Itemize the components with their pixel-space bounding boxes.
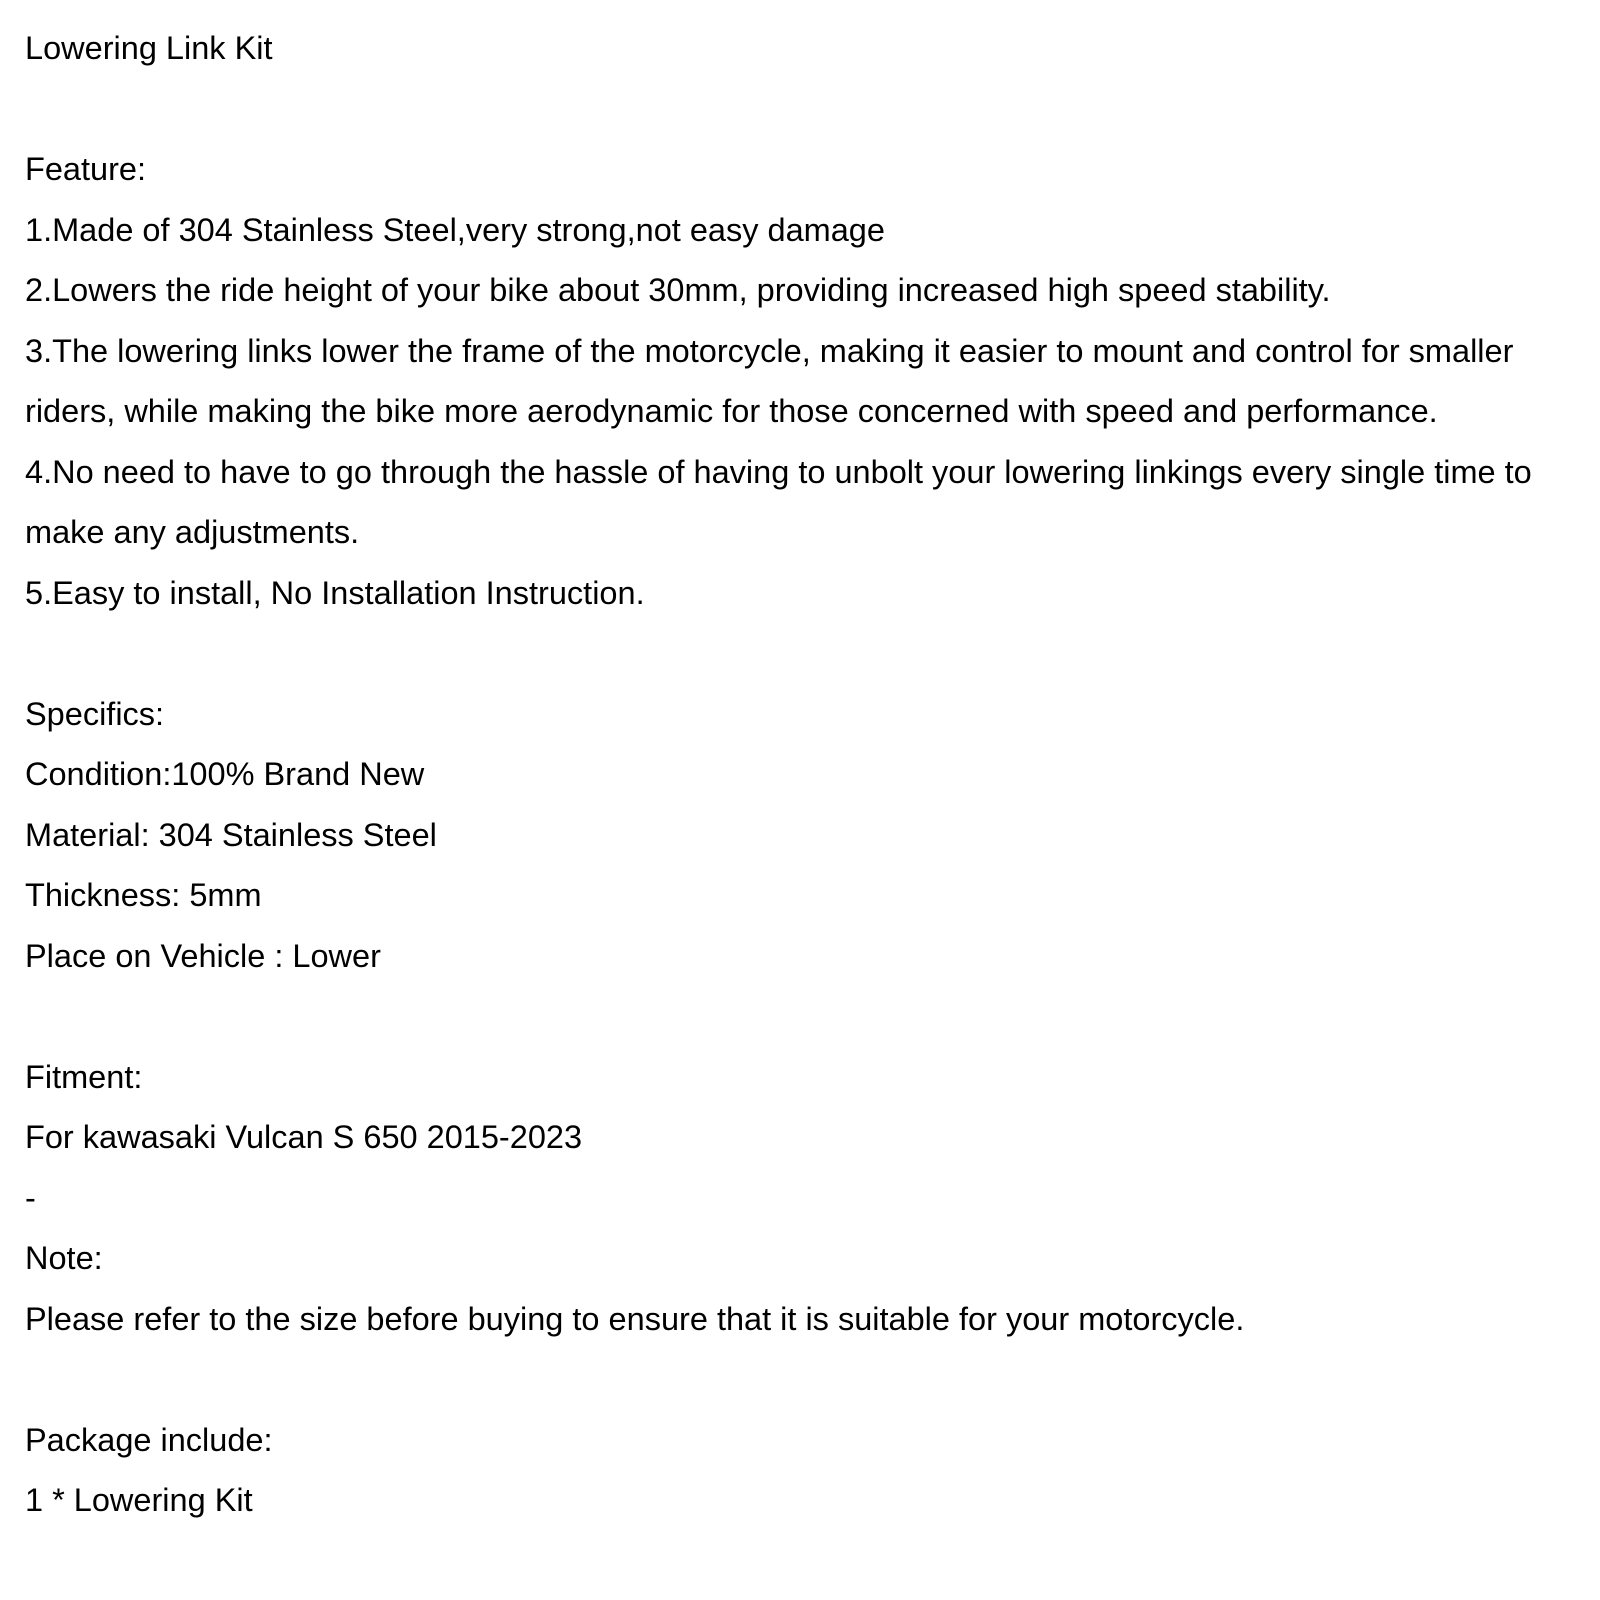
document-title: Lowering Link Kit — [25, 30, 273, 66]
specifics-condition: Condition:100% Brand New — [25, 756, 425, 792]
fitment-vehicle: For kawasaki Vulcan S 650 2015-2023 — [25, 1119, 583, 1155]
fitment-separator: - — [25, 1179, 36, 1216]
spacer — [25, 986, 1593, 1047]
package-item-1: 1 * Lowering Kit — [25, 1482, 253, 1518]
feature-item-1: 1.Made of 304 Stainless Steel,very strong,not easy damage — [25, 211, 885, 248]
spacer — [25, 623, 1593, 684]
feature-item-2: 2.Lowers the ride height of your bike about 30mm, providing increased high speed stability. — [25, 272, 1331, 308]
spacer — [25, 1349, 1593, 1410]
feature-item-4: 4.No need to have to go through the hassle of having to unbolt your lowering linkings every single time to make any adjustments. — [25, 453, 1532, 550]
fitment-heading: Fitment: — [25, 1058, 143, 1095]
specifics-material: Material: 304 Stainless Steel — [25, 816, 437, 853]
specifics-thickness: Thickness: 5mm — [25, 877, 262, 913]
product-description — [25, 18, 1593, 1531]
note-text: Please refer to the size before buying to ensure that it is suitable for your motorcycle. — [25, 1300, 1245, 1337]
specifics-heading: Specifics: — [25, 695, 165, 732]
specifics-placement: Place on Vehicle : Lower — [25, 937, 381, 974]
spacer — [25, 79, 1593, 140]
feature-heading: Feature: — [25, 151, 147, 187]
feature-item-5: 5.Easy to install, No Installation Instruction. — [25, 574, 645, 611]
feature-item-3: 3.The lowering links lower the frame of the motorcycle, making it easier to mount and control for smaller riders, while making the bike more aerodynamic for those concerned with speed and performance. — [25, 332, 1514, 429]
package-heading: Package include: — [25, 1421, 273, 1458]
note-heading: Note: — [25, 1240, 103, 1276]
